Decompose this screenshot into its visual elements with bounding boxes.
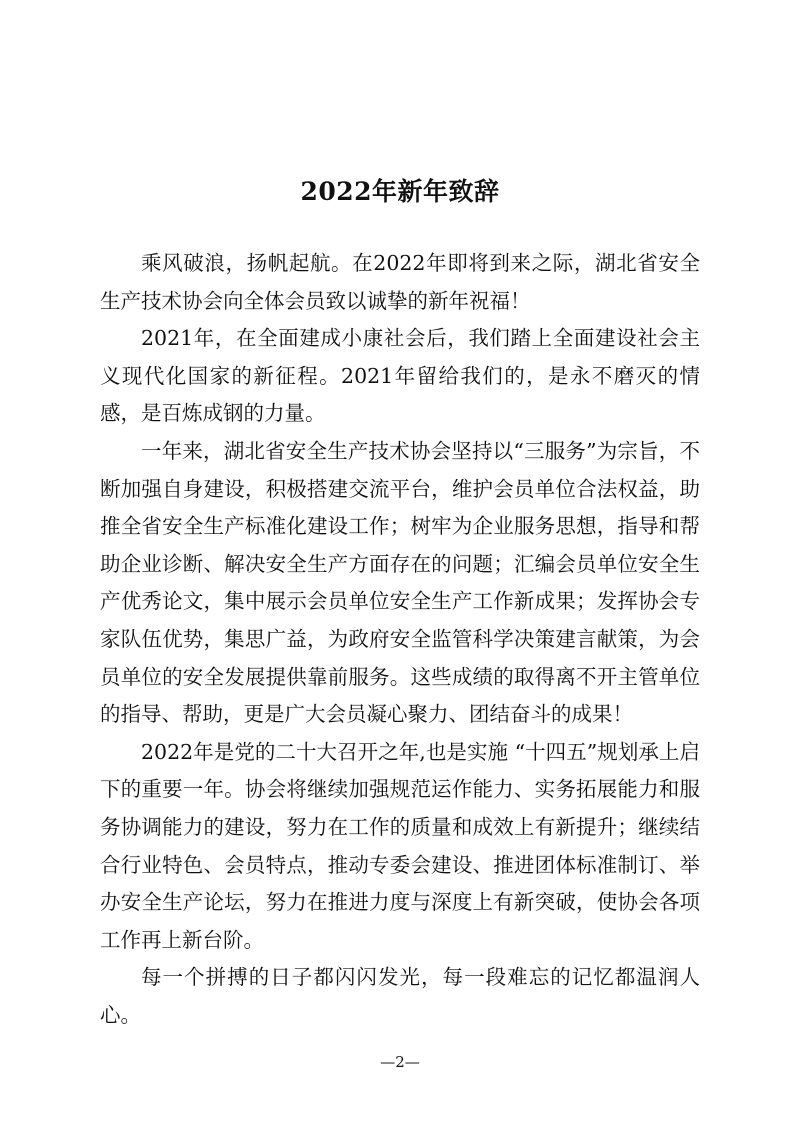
page-number: —2—: [380, 1053, 420, 1071]
paragraph-closing: 每一个拼搏的日子都闪闪发光，每一段难忘的记忆都温润人心。: [100, 965, 700, 1027]
paragraph-2022-plan: 2022年是党的二十大召开之年,也是实施 “十四五”规划承上启下的重要一年。协会将继续加强规范运作能力、实务拓展能力和服务协调能力的建设，努力在工作的质量和成效上有新提升；继续结合行业特色、会员特点，推动专委会建设、推进团体标准制订、举办安全生产论坛，努力在推进力度与深度上有新突破，使协会各项工作再上新台阶。: [100, 739, 700, 952]
page-title: 2022年新年致辞: [300, 177, 500, 206]
paragraph-greeting: 乘风破浪，扬帆起航。在2022年即将到来之际，湖北省安全生产技术协会向全体会员致以诚挚的新年祝福！: [100, 251, 700, 313]
paragraph-achievements: 一年来，湖北省安全生产技术协会坚持以“三服务”为宗旨，不断加强自身建设，积极搭建交流平台，维护会员单位合法权益，助推全省安全生产标准化建设工作；树牢为企业服务思想，指导和帮助企业诊断、解决安全生产方面存在的问题；汇编会员单位安全生产优秀论文，集中展示会员单位安全生产工作新成果；发挥协会专家队伍优势，集思广益，为政府安全监管科学决策建言献策，为会员单位的安全发展提供靠前服务。这些成绩的取得离不开主管单位的指导、帮助，更是广大会员凝心聚力、团结奋斗的成果！: [100, 438, 700, 727]
paragraph-2021-review: 2021年，在全面建成小康社会后，我们踏上全面建设社会主义现代化国家的新征程。2021年留给我们的，是永不磨灭的情感，是百炼成钢的力量。: [100, 326, 700, 426]
document-body: [100, 245, 700, 1034]
